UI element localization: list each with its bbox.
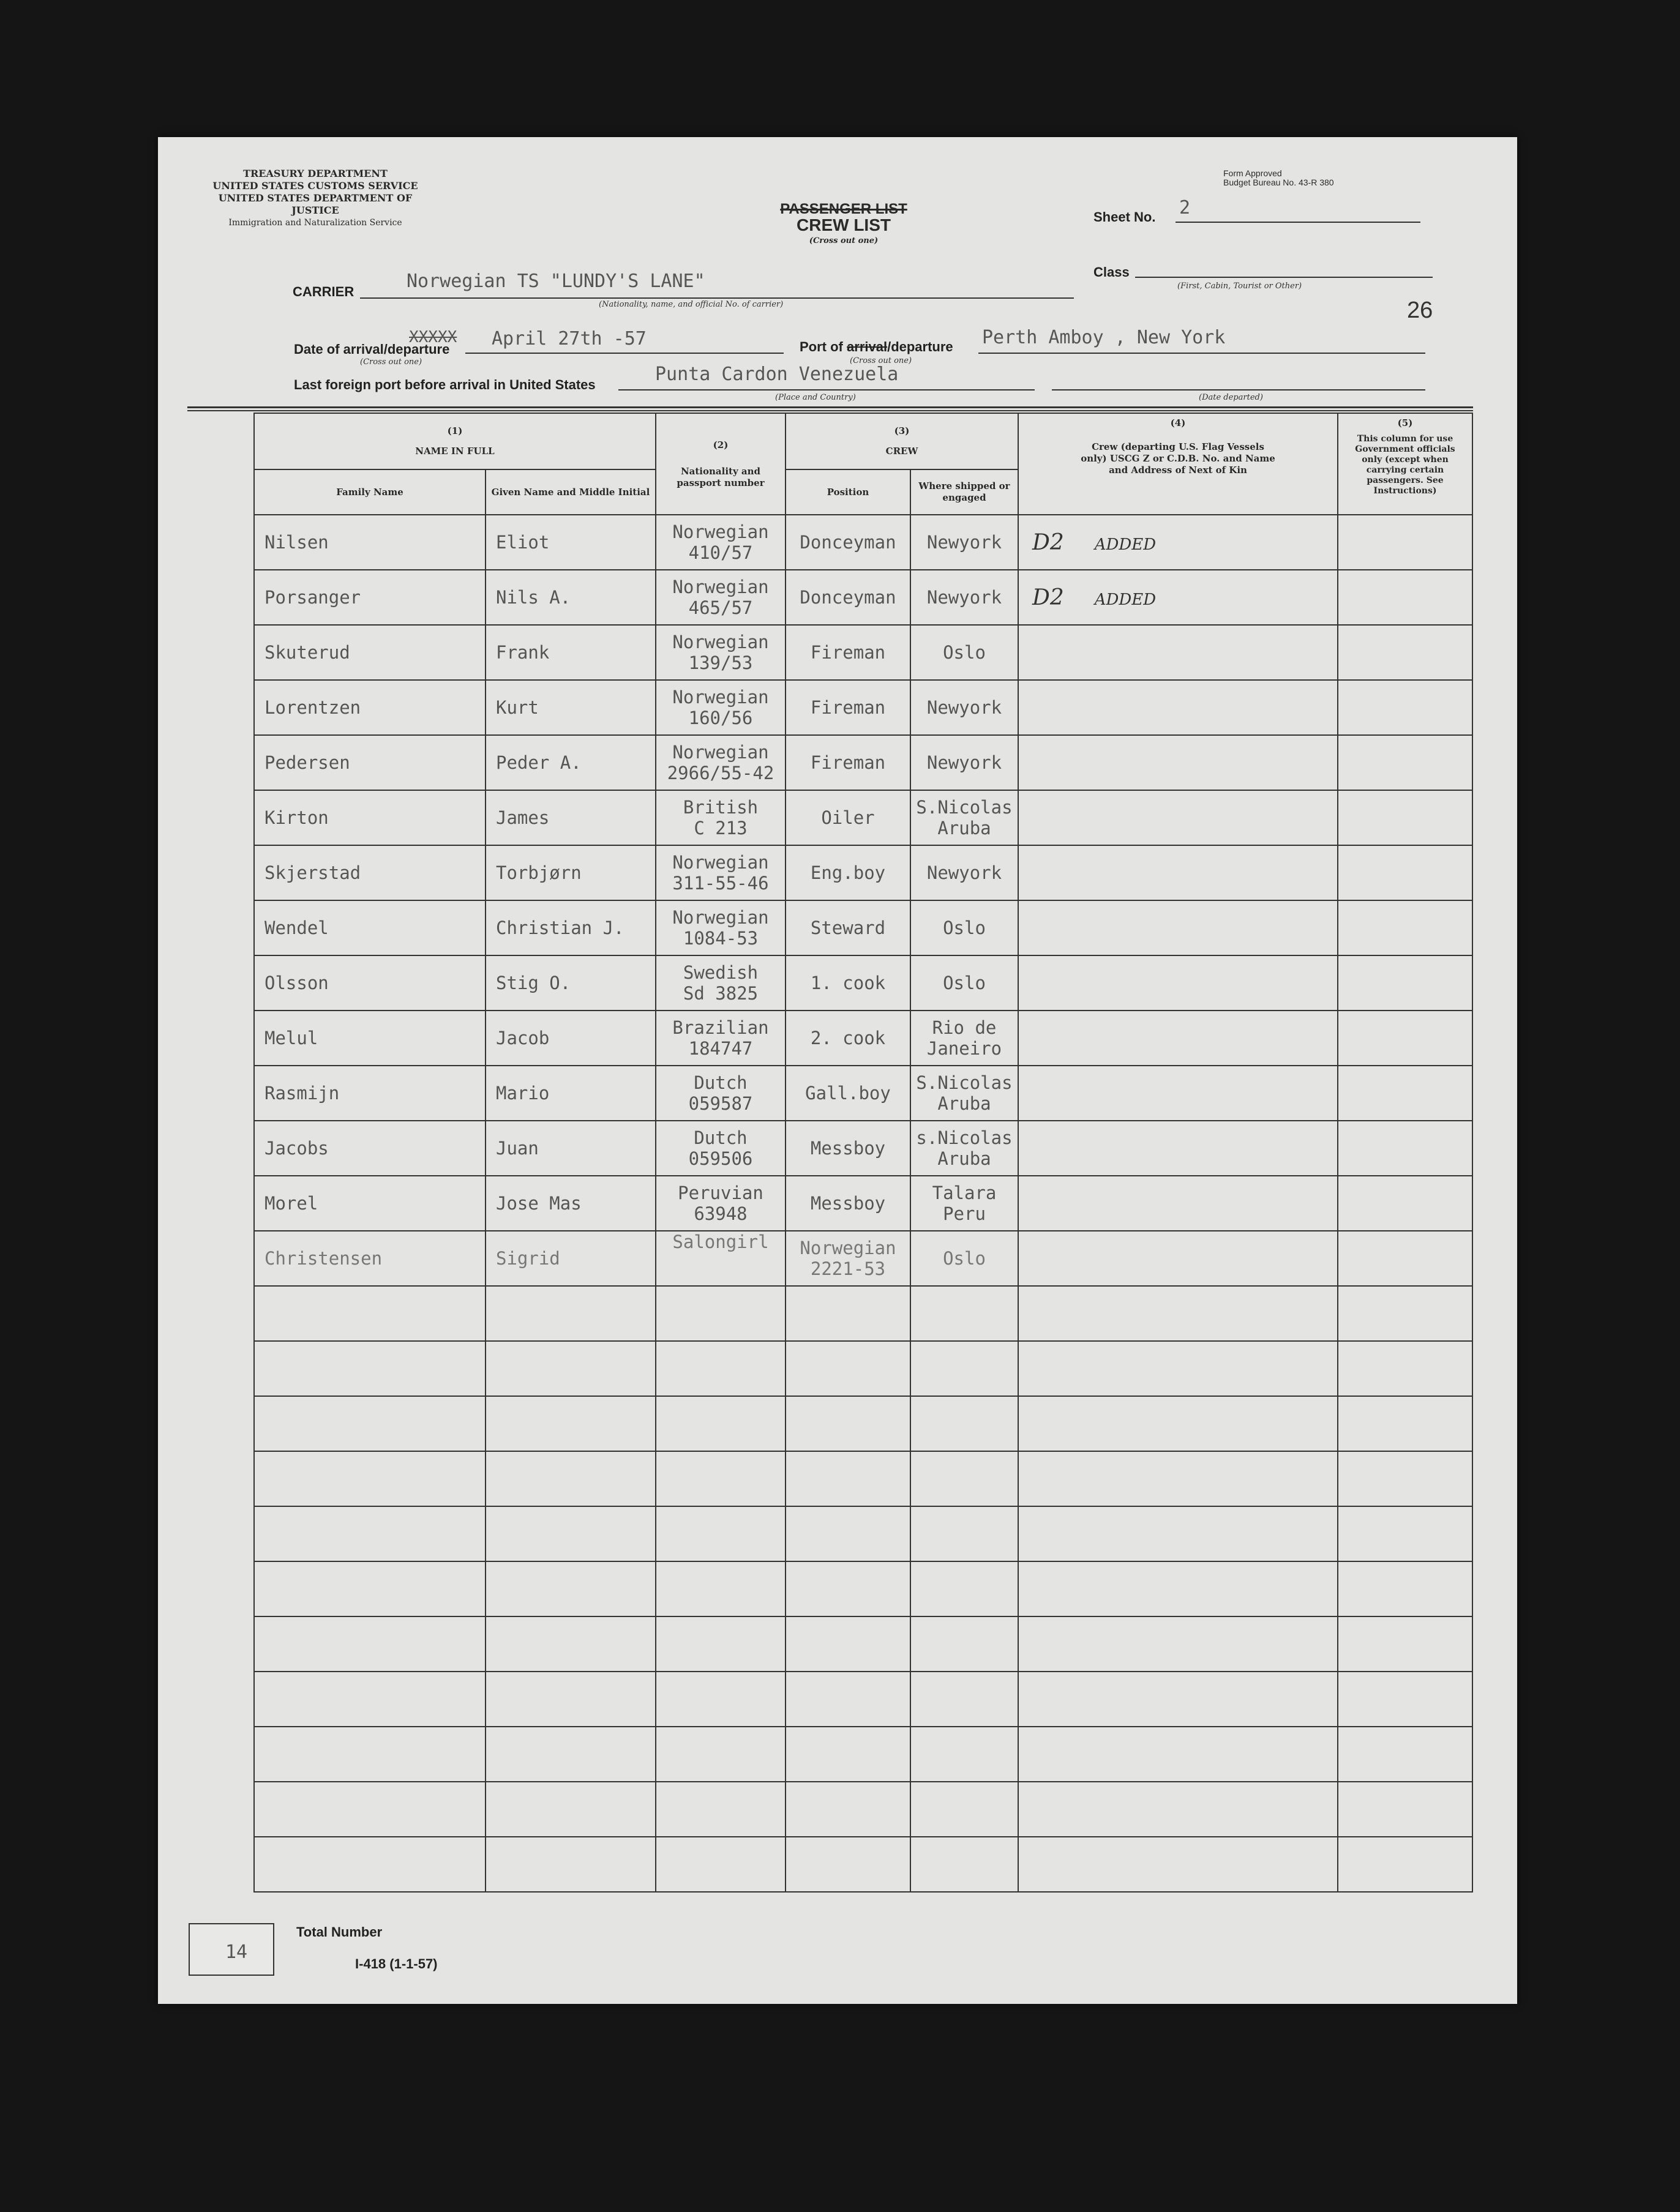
- form-title-block: [733, 203, 954, 247]
- nationality-cell: [656, 900, 786, 955]
- table-row: [254, 1231, 1472, 1286]
- passport-number: 311-55-46: [672, 873, 769, 894]
- date-label: Date of arrival/departure: [294, 342, 450, 357]
- title-struck: PASSENGER LIST: [780, 201, 907, 217]
- position: Fireman: [786, 625, 910, 680]
- col4-title: Crew (departing U.S. Flag Vessels only) USCG Z or C.D.B. No. and Name and Address of Next of Kin: [1081, 441, 1275, 476]
- nationality-cell: [656, 735, 786, 790]
- next-of-kin-cell: [1018, 900, 1338, 955]
- shipped-cell: [910, 735, 1018, 790]
- sheet-underline: [1176, 222, 1420, 223]
- nationality: Norwegian: [672, 907, 769, 928]
- col4-number: (4): [1170, 417, 1186, 428]
- col4-header: [1018, 413, 1338, 515]
- next-of-kin-cell: [1018, 1011, 1338, 1066]
- nationality: Norwegian: [672, 852, 769, 873]
- class-label: Class: [1093, 264, 1130, 280]
- given-name: Christian J.: [486, 900, 656, 955]
- sheet-value: 2: [1179, 197, 1191, 219]
- nationality-cell: [656, 845, 786, 900]
- table-row: [254, 845, 1472, 900]
- nationality: Norwegian: [672, 577, 769, 597]
- family-name: Pedersen: [254, 735, 486, 790]
- table-row: [254, 570, 1472, 625]
- family-name: Skuterud: [254, 625, 486, 680]
- nationality: Norwegian: [672, 521, 769, 542]
- date-departed-note: (Date departed): [1199, 393, 1263, 402]
- nationality: Dutch: [694, 1072, 748, 1093]
- shipped-cell: [910, 625, 1018, 680]
- passport-number: 160/56: [688, 708, 753, 728]
- given-name: Stig O.: [486, 955, 656, 1011]
- blank-row: [254, 1396, 1472, 1451]
- handwritten-code: D2: [1032, 529, 1064, 555]
- next-of-kin-cell: [1018, 845, 1338, 900]
- where-shipped: s.Nicolas: [916, 1127, 1013, 1148]
- nationality-cell: [656, 955, 786, 1011]
- next-of-kin-cell: [1018, 1121, 1338, 1176]
- date-value: April 27th -57: [492, 328, 647, 349]
- family-name: Jacobs: [254, 1121, 486, 1176]
- carrier-note: (Nationality, name, and official No. of carrier): [599, 300, 784, 309]
- class-underline: [1135, 277, 1433, 278]
- given-name: James: [486, 790, 656, 845]
- position: Eng.boy: [786, 845, 910, 900]
- family-name: Rasmijn: [254, 1066, 486, 1121]
- official-use-cell: [1338, 845, 1472, 900]
- where-shipped: Newyork: [926, 752, 1002, 773]
- passport-number: 1084-53: [683, 928, 759, 949]
- blank-row: [254, 1286, 1472, 1341]
- shipped-cell: [910, 1176, 1018, 1231]
- passport-number: Sd 3825: [683, 983, 759, 1004]
- given-name: Juan: [486, 1121, 656, 1176]
- class-note: (First, Cabin, Tourist or Other): [1177, 282, 1302, 291]
- blank-row: [254, 1672, 1472, 1727]
- where-shipped-2: Aruba: [937, 1093, 991, 1114]
- where-shipped: Newyork: [926, 862, 1002, 883]
- where-shipped-2: Aruba: [937, 1148, 991, 1169]
- official-use-cell: [1338, 515, 1472, 570]
- agency-block: [202, 168, 429, 229]
- crew-table: [253, 413, 1473, 1893]
- where-shipped: Oslo: [943, 642, 986, 663]
- table-row: [254, 680, 1472, 735]
- table-row: [254, 1066, 1472, 1121]
- document-page: [158, 137, 1517, 2004]
- where-shipped-2: Aruba: [937, 818, 991, 839]
- where-shipped: S.Nicolas: [916, 797, 1013, 818]
- given-name: Jose Mas: [486, 1176, 656, 1231]
- port-value: Perth Amboy , New York: [982, 327, 1226, 348]
- official-use-cell: [1338, 1231, 1472, 1286]
- port-underline: [978, 353, 1425, 354]
- official-use-cell: [1338, 1011, 1472, 1066]
- date-struck: XXXXX: [409, 328, 457, 346]
- total-label: Total Number: [296, 1924, 383, 1940]
- passport-number: 63948: [694, 1203, 748, 1224]
- where-shipped: Oslo: [943, 1248, 986, 1269]
- form-title: CREW LIST: [797, 215, 891, 234]
- where-shipped: Rio de: [932, 1017, 997, 1038]
- nationality: Norwegian: [672, 742, 769, 763]
- position: Oiler: [786, 790, 910, 845]
- last-port-label: Last foreign port before arrival in United States: [294, 377, 596, 392]
- official-use-cell: [1338, 735, 1472, 790]
- given-name: Peder A.: [486, 735, 656, 790]
- official-use-cell: [1338, 1121, 1472, 1176]
- agency-line: UNITED STATES CUSTOMS SERVICE: [212, 180, 418, 192]
- next-of-kin-cell: [1018, 955, 1338, 1011]
- col1-header: [254, 413, 656, 469]
- total-value: 14: [225, 1941, 248, 1963]
- date-note: (Cross out one): [360, 357, 422, 367]
- nationality-cell: [656, 1176, 786, 1231]
- shipped-cell: [910, 1066, 1018, 1121]
- table-row: [254, 1121, 1472, 1176]
- family-name: Olsson: [254, 955, 486, 1011]
- handwritten-added: ADDED: [1094, 535, 1157, 554]
- shipped-cell: [910, 1231, 1018, 1286]
- shipped-cell: [910, 570, 1018, 625]
- col1-title: NAME IN FULL: [415, 446, 495, 457]
- col2-number: (2): [713, 439, 729, 450]
- given-name: Nils A.: [486, 570, 656, 625]
- family-name: Porsanger: [254, 570, 486, 625]
- next-of-kin-cell: [1018, 1176, 1338, 1231]
- nationality: Brazilian: [672, 1017, 769, 1038]
- table-row: [254, 900, 1472, 955]
- last-port-note: (Place and Country): [775, 393, 856, 402]
- nationality-cell: [656, 1231, 786, 1286]
- nationality: Norwegian: [672, 687, 769, 708]
- position: Steward: [786, 900, 910, 955]
- carrier-value: Norwegian TS "LUNDY'S LANE": [407, 271, 705, 292]
- col3-number: (3): [894, 425, 910, 436]
- port-note: (Cross out one): [850, 356, 912, 365]
- next-of-kin-cell: [1018, 515, 1338, 570]
- nationality: Peruvian: [678, 1183, 763, 1203]
- agency-line: Immigration and Naturalization Service: [228, 218, 402, 228]
- table-row: [254, 515, 1472, 570]
- table-row: [254, 1176, 1472, 1231]
- family-name: Melul: [254, 1011, 486, 1066]
- nationality-cell: [656, 1121, 786, 1176]
- official-use-cell: [1338, 790, 1472, 845]
- port-label-prefix: Port of: [800, 339, 843, 354]
- title-note: (Cross out one): [809, 236, 879, 245]
- given-name: Torbjørn: [486, 845, 656, 900]
- passport-number: 2966/55-42: [667, 763, 774, 783]
- family-name: Kirton: [254, 790, 486, 845]
- where-shipped: Newyork: [926, 587, 1002, 608]
- given-name: Frank: [486, 625, 656, 680]
- family-name: Christensen: [254, 1231, 486, 1286]
- nationality-cell: [656, 1011, 786, 1066]
- col5-number: (5): [1397, 417, 1413, 428]
- nationality-cell: [656, 570, 786, 625]
- next-of-kin-cell: [1018, 1231, 1338, 1286]
- family-name: Wendel: [254, 900, 486, 955]
- nationality: Dutch: [694, 1127, 748, 1148]
- position: Fireman: [786, 680, 910, 735]
- passport-number: 465/57: [688, 597, 753, 618]
- col3-header: [786, 413, 1018, 469]
- header-separator: [187, 406, 1473, 411]
- col1-number: (1): [447, 425, 463, 436]
- position: Donceyman: [786, 570, 910, 625]
- table-row: [254, 735, 1472, 790]
- family-name: Morel: [254, 1176, 486, 1231]
- nationality-cell: [656, 1066, 786, 1121]
- blank-row: [254, 1837, 1472, 1892]
- given-name: Sigrid: [486, 1231, 656, 1286]
- shipped-cell: [910, 900, 1018, 955]
- where-shipped-2: Janeiro: [926, 1038, 1002, 1059]
- blank-row: [254, 1341, 1472, 1396]
- where-shipped: Newyork: [926, 697, 1002, 718]
- shipped-cell: [910, 790, 1018, 845]
- shipped-cell: [910, 680, 1018, 735]
- position-2: 2221-53: [810, 1258, 886, 1279]
- position: 2. cook: [786, 1011, 910, 1066]
- passport-number: 059587: [688, 1093, 753, 1114]
- official-use-cell: [1338, 1176, 1472, 1231]
- table-row: [254, 955, 1472, 1011]
- col5-title: This column for use Government officials only (except when carrying certain passengers. See Instructions): [1355, 434, 1455, 496]
- nationality: Norwegian: [672, 632, 769, 652]
- where-shipped: Oslo: [943, 917, 986, 938]
- given-name: Jacob: [486, 1011, 656, 1066]
- blank-row: [254, 1782, 1472, 1837]
- shipped-header: Where shipped or engaged: [910, 469, 1018, 515]
- passport-number: 184747: [688, 1038, 753, 1059]
- given-name: Eliot: [486, 515, 656, 570]
- nationality: Swedish: [683, 962, 759, 983]
- passport-number: C 213: [694, 818, 748, 839]
- port-label-struck: arrival: [847, 339, 888, 354]
- port-label: [800, 339, 953, 355]
- passport-number: 059506: [688, 1148, 753, 1169]
- next-of-kin-cell: [1018, 735, 1338, 790]
- handwritten-code: D2: [1032, 585, 1064, 610]
- family-name: Nilsen: [254, 515, 486, 570]
- family-name-header: Family Name: [254, 469, 486, 515]
- col5-header: [1338, 413, 1472, 515]
- where-shipped: Newyork: [926, 532, 1002, 553]
- position: Donceyman: [786, 515, 910, 570]
- form-number: I-418 (1-1-57): [355, 1956, 438, 1971]
- position: Fireman: [786, 735, 910, 790]
- table-row: [254, 790, 1472, 845]
- carrier-label: CARRIER: [293, 284, 354, 299]
- official-use-cell: [1338, 570, 1472, 625]
- official-use-cell: [1338, 1066, 1472, 1121]
- where-shipped: Talara: [932, 1183, 997, 1203]
- nationality: Salongirl: [672, 1231, 769, 1252]
- passport-number: 139/53: [688, 652, 753, 673]
- shipped-cell: [910, 515, 1018, 570]
- where-shipped: Oslo: [943, 973, 986, 993]
- table-row: [254, 625, 1472, 680]
- position: Norwegian: [800, 1238, 896, 1258]
- form-approved: Form Approved: [1223, 168, 1282, 178]
- position-cell: [786, 1231, 910, 1286]
- crew-table-body: [254, 515, 1472, 1892]
- family-name: Lorentzen: [254, 680, 486, 735]
- sheet-label: Sheet No.: [1093, 209, 1156, 225]
- nationality-cell: [656, 680, 786, 735]
- blank-row: [254, 1727, 1472, 1782]
- nationality-cell: [656, 790, 786, 845]
- total-box: [189, 1923, 274, 1976]
- form-approval: [1223, 169, 1407, 187]
- official-use-cell: [1338, 900, 1472, 955]
- blank-row: [254, 1451, 1472, 1506]
- blank-row: [254, 1561, 1472, 1616]
- nationality-cell: [656, 625, 786, 680]
- handwritten-added: ADDED: [1094, 590, 1157, 609]
- port-label-suffix: /departure: [887, 339, 953, 354]
- next-of-kin-cell: [1018, 625, 1338, 680]
- next-of-kin-cell: [1018, 1066, 1338, 1121]
- last-port-underline: [618, 389, 1035, 390]
- position: Messboy: [786, 1176, 910, 1231]
- agency-line: TREASURY DEPARTMENT: [243, 168, 388, 179]
- budget-bureau: Budget Bureau No. 43-R 380: [1223, 177, 1334, 187]
- shipped-cell: [910, 1011, 1018, 1066]
- nationality-cell: [656, 515, 786, 570]
- shipped-cell: [910, 845, 1018, 900]
- given-name-header: Given Name and Middle Initial: [486, 469, 656, 515]
- official-use-cell: [1338, 680, 1472, 735]
- passport-number: 410/57: [688, 542, 753, 563]
- position: Messboy: [786, 1121, 910, 1176]
- position: 1. cook: [786, 955, 910, 1011]
- date-underline: [465, 353, 784, 354]
- shipped-cell: [910, 955, 1018, 1011]
- col2-header: [656, 413, 786, 515]
- where-shipped: S.Nicolas: [916, 1072, 1013, 1093]
- official-use-cell: [1338, 625, 1472, 680]
- col3-title: CREW: [885, 446, 918, 457]
- table-row: [254, 1011, 1472, 1066]
- carrier-underline: [360, 297, 1074, 299]
- nationality: British: [683, 797, 759, 818]
- next-of-kin-cell: [1018, 790, 1338, 845]
- col2-title: Nationality and passport number: [677, 465, 765, 488]
- given-name: Mario: [486, 1066, 656, 1121]
- blank-row: [254, 1506, 1472, 1561]
- agency-line: UNITED STATES DEPARTMENT OF JUSTICE: [218, 192, 413, 216]
- position: Gall.boy: [786, 1066, 910, 1121]
- page-number: 26: [1407, 297, 1433, 323]
- blank-row: [254, 1616, 1472, 1672]
- last-port-value: Punta Cardon Venezuela: [655, 364, 899, 385]
- date-departed-underline: [1052, 389, 1425, 390]
- official-use-cell: [1338, 955, 1472, 1011]
- given-name: Kurt: [486, 680, 656, 735]
- next-of-kin-cell: [1018, 680, 1338, 735]
- where-shipped-2: Peru: [943, 1203, 986, 1224]
- family-name: Skjerstad: [254, 845, 486, 900]
- shipped-cell: [910, 1121, 1018, 1176]
- next-of-kin-cell: [1018, 570, 1338, 625]
- position-header: Position: [786, 469, 910, 515]
